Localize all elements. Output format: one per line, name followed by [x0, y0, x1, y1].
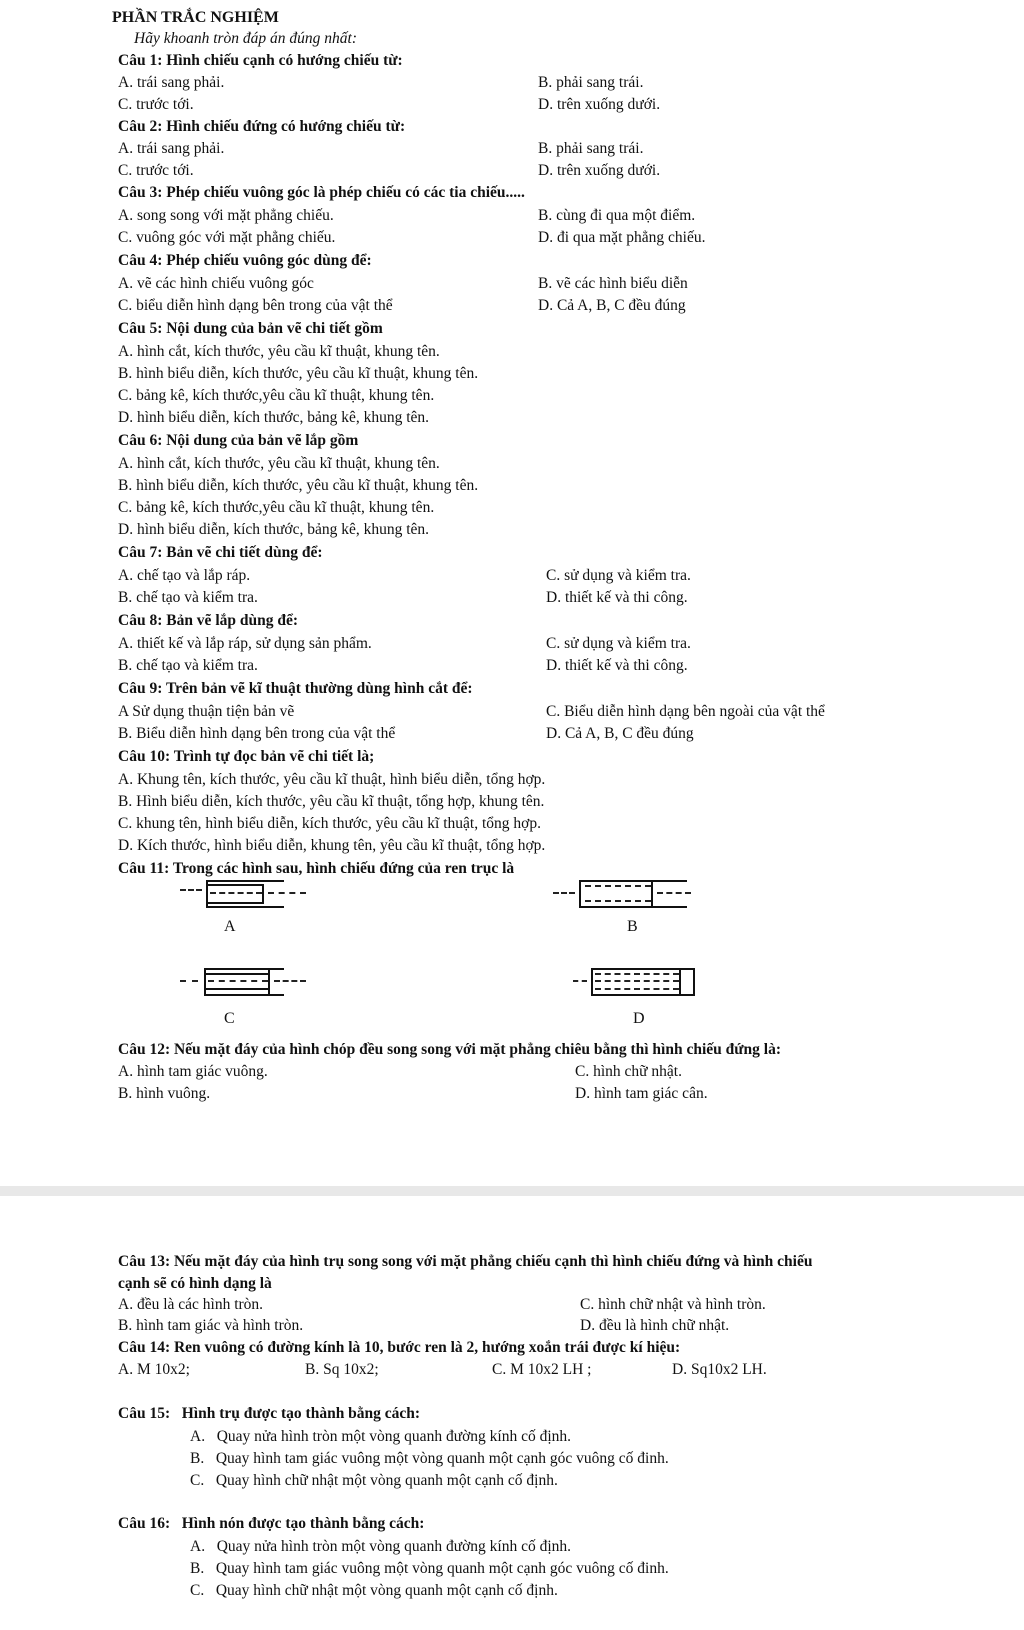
- q14-option-c[interactable]: C. M 10x2 LH ;: [492, 1361, 592, 1378]
- figure-label-a: A: [224, 918, 236, 935]
- figure-label-b: B: [627, 918, 638, 935]
- q1-option-d[interactable]: D. trên xuống dưới.: [538, 96, 661, 113]
- q13-option-b[interactable]: B. hình tam giác và hình tròn.: [118, 1317, 304, 1334]
- q1-option-b[interactable]: B. phải sang trái.: [538, 74, 644, 91]
- q5-option-d[interactable]: D. hình biểu diễn, kích thước, bảng kê, khung tên.: [118, 409, 430, 426]
- q2-option-c[interactable]: C. trước tới.: [118, 162, 194, 179]
- instruction: Hãy khoanh tròn đáp án đúng nhất:: [134, 30, 358, 47]
- question-7: Câu 7: Bản vẽ chi tiết dùng để:: [118, 544, 323, 561]
- thread-figure-d[interactable]: [573, 964, 703, 998]
- figure-label-c: C: [224, 1010, 235, 1027]
- figure-label-d: D: [633, 1010, 645, 1027]
- q13-option-d[interactable]: D. đều là hình chữ nhật.: [580, 1317, 730, 1334]
- q4-option-a[interactable]: A. vẽ các hình chiếu vuông góc: [118, 275, 314, 292]
- q5-option-c[interactable]: C. bảng kê, kích thước,yêu cầu kĩ thuật, khung tên.: [118, 387, 435, 404]
- q2-option-b[interactable]: B. phải sang trái.: [538, 140, 644, 157]
- q9-option-c[interactable]: C. Biểu diễn hình dạng bên ngoài của vật thể: [546, 703, 825, 720]
- q7-option-c[interactable]: C. sử dụng và kiểm tra.: [546, 567, 691, 584]
- q1-option-c[interactable]: C. trước tới.: [118, 96, 194, 113]
- question-4: Câu 4: Phép chiếu vuông góc dùng để:: [118, 252, 372, 269]
- page-title: PHẦN TRẮC NGHIỆM: [112, 9, 279, 26]
- question-15: Câu 15: Hình trụ được tạo thành bằng cách:: [118, 1405, 421, 1422]
- q2-option-a[interactable]: A. trái sang phải.: [118, 140, 225, 157]
- q14-option-d[interactable]: D. Sq10x2 LH.: [672, 1361, 767, 1378]
- q7-option-a[interactable]: A. chế tạo và lắp ráp.: [118, 567, 251, 584]
- q5-option-a[interactable]: A. hình cắt, kích thước, yêu cầu kĩ thuật, khung tên.: [118, 343, 440, 360]
- q3-option-c[interactable]: C. vuông góc với mặt phẳng chiếu.: [118, 229, 336, 246]
- q7-option-b[interactable]: B. chế tạo và kiểm tra.: [118, 589, 258, 606]
- q13-option-a[interactable]: A. đều là các hình tròn.: [118, 1296, 264, 1313]
- q12-option-b[interactable]: B. hình vuông.: [118, 1085, 211, 1102]
- question-5: Câu 5: Nội dung của bản vẽ chi tiết gồm: [118, 320, 383, 337]
- q6-option-d[interactable]: D. hình biểu diễn, kích thước, bảng kê, khung tên.: [118, 521, 430, 538]
- question-8: Câu 8: Bản vẽ lắp dùng để:: [118, 612, 299, 629]
- question-1: Câu 1: Hình chiếu cạnh có hướng chiếu từ:: [118, 52, 403, 69]
- q10-option-d[interactable]: D. Kích thước, hình biểu diễn, khung tên, yêu cầu kĩ thuật, tổng hợp.: [118, 837, 546, 854]
- q10-option-b[interactable]: B. Hình biểu diễn, kích thước, yêu cầu kĩ thuật, tổng hợp, khung tên.: [118, 793, 545, 810]
- q12-option-d[interactable]: D. hình tam giác cân.: [575, 1085, 708, 1102]
- q8-option-c[interactable]: C. sử dụng và kiểm tra.: [546, 635, 691, 652]
- q4-option-d[interactable]: D. Cả A, B, C đều đúng: [538, 297, 686, 314]
- thread-figure-c[interactable]: [180, 964, 310, 998]
- question-13: Câu 13: Nếu mặt đáy của hình trụ song song với mặt phẳng chiếu cạnh thì hình chiếu đứng và hình chiếu: [118, 1253, 813, 1270]
- question-11: Câu 11: Trong các hình sau, hình chiếu đứng của ren trục là: [118, 860, 515, 877]
- q14-option-b[interactable]: B. Sq 10x2;: [305, 1361, 379, 1378]
- q8-option-d[interactable]: D. thiết kế và thi công.: [546, 657, 688, 674]
- question-2: Câu 2: Hình chiếu đứng có hướng chiếu từ:: [118, 118, 406, 135]
- q9-option-d[interactable]: D. Cả A, B, C đều đúng: [546, 725, 694, 742]
- q15-option-b[interactable]: B. Quay hình tam giác vuông một vòng quanh một cạnh góc vuông cố đinh.: [190, 1450, 669, 1467]
- q6-option-c[interactable]: C. bảng kê, kích thước,yêu cầu kĩ thuật, khung tên.: [118, 499, 435, 516]
- q10-option-a[interactable]: A. Khung tên, kích thước, yêu cầu kĩ thuật, hình biểu diễn, tổng hợp.: [118, 771, 546, 788]
- q16-option-b[interactable]: B. Quay hình tam giác vuông một vòng quanh một cạnh góc vuông cố đinh.: [190, 1560, 669, 1577]
- question-14: Câu 14: Ren vuông có đường kính là 10, bước ren là 2, hướng xoắn trái được kí hiệu:: [118, 1339, 681, 1356]
- q15-option-a[interactable]: A. Quay nửa hình tròn một vòng quanh đường kính cố định.: [190, 1428, 572, 1445]
- q12-option-a[interactable]: A. hình tam giác vuông.: [118, 1063, 268, 1080]
- q7-option-d[interactable]: D. thiết kế và thi công.: [546, 589, 688, 606]
- q3-option-b[interactable]: B. cùng đi qua một điểm.: [538, 207, 696, 224]
- q1-option-a[interactable]: A. trái sang phải.: [118, 74, 225, 91]
- q14-option-a[interactable]: A. M 10x2;: [118, 1361, 190, 1378]
- question-3: Câu 3: Phép chiếu vuông góc là phép chiếu có các tia chiếu.....: [118, 184, 525, 201]
- q8-option-a[interactable]: A. thiết kế và lắp ráp, sử dụng sản phẩm.: [118, 635, 372, 652]
- q6-option-b[interactable]: B. hình biểu diễn, kích thước, yêu cầu kĩ thuật, khung tên.: [118, 477, 479, 494]
- q6-option-a[interactable]: A. hình cắt, kích thước, yêu cầu kĩ thuật, khung tên.: [118, 455, 440, 472]
- q5-option-b[interactable]: B. hình biểu diễn, kích thước, yêu cầu kĩ thuật, khung tên.: [118, 365, 479, 382]
- q4-option-b[interactable]: B. vẽ các hình biểu diễn: [538, 275, 688, 292]
- q16-option-a[interactable]: A. Quay nửa hình tròn một vòng quanh đường kính cố định.: [190, 1538, 572, 1555]
- q4-option-c[interactable]: C. biểu diễn hình dạng bên trong của vật thể: [118, 297, 393, 314]
- question-6: Câu 6: Nội dung của bản vẽ lắp gồm: [118, 432, 359, 449]
- question-12: Câu 12: Nếu mặt đáy của hình chóp đều song song với mặt phẳng chiêu bằng thì hình chiếu đứng là:: [118, 1041, 782, 1058]
- question-9: Câu 9: Trên bản vẽ kĩ thuật thường dùng hình cắt để:: [118, 680, 473, 697]
- question-13-cont: cạnh sẽ có hình dạng là: [118, 1275, 272, 1292]
- thread-figure-b[interactable]: [553, 876, 693, 910]
- q16-option-c[interactable]: C. Quay hình chữ nhật một vòng quanh một cạnh cố định.: [190, 1582, 558, 1599]
- q12-option-c[interactable]: C. hình chữ nhật.: [575, 1063, 682, 1080]
- q15-option-c[interactable]: C. Quay hình chữ nhật một vòng quanh một cạnh cố định.: [190, 1472, 558, 1489]
- q3-option-d[interactable]: D. đi qua mặt phẳng chiếu.: [538, 229, 706, 246]
- q2-option-d[interactable]: D. trên xuống dưới.: [538, 162, 661, 179]
- q8-option-b[interactable]: B. chế tạo và kiểm tra.: [118, 657, 258, 674]
- q9-option-a[interactable]: A Sử dụng thuận tiện bản vẽ: [118, 703, 295, 720]
- question-16: Câu 16: Hình nón được tạo thành bằng cách:: [118, 1515, 425, 1532]
- q9-option-b[interactable]: B. Biểu diễn hình dạng bên trong của vật thể: [118, 725, 396, 742]
- q3-option-a[interactable]: A. song song với mặt phẳng chiếu.: [118, 207, 334, 224]
- q13-option-c[interactable]: C. hình chữ nhật và hình tròn.: [580, 1296, 766, 1313]
- thread-figure-a[interactable]: [180, 876, 310, 910]
- page-separator: [0, 1186, 1024, 1196]
- question-10: Câu 10: Trình tự đọc bản vẽ chi tiết là;: [118, 748, 375, 765]
- q10-option-c[interactable]: C. khung tên, hình biểu diễn, kích thước, yêu cầu kĩ thuật, tổng hợp.: [118, 815, 541, 832]
